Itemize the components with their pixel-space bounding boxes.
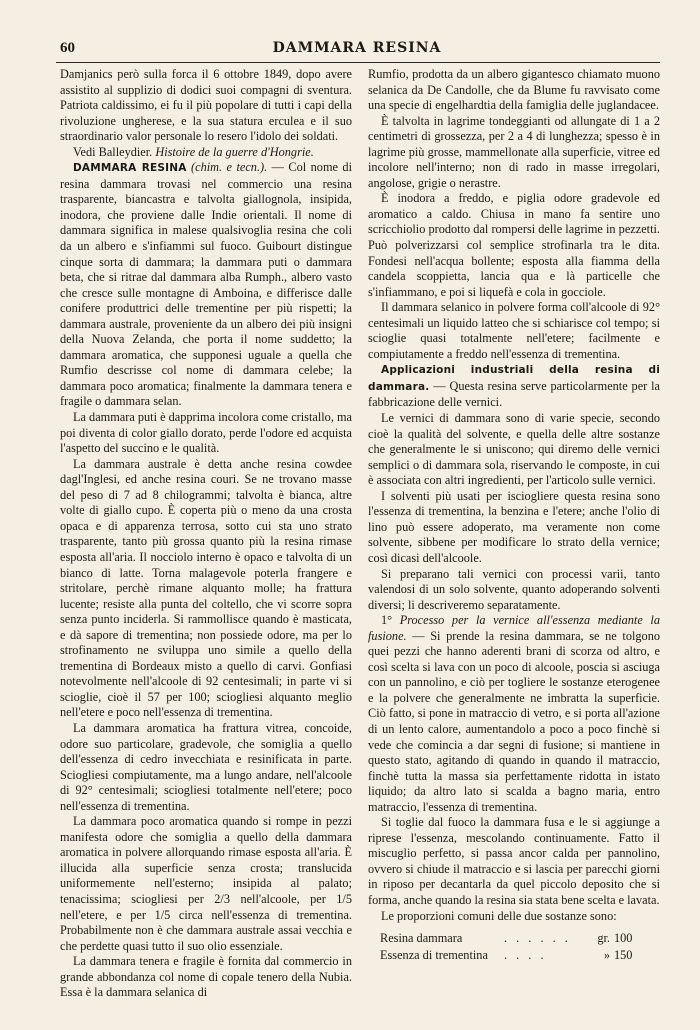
paragraph: Le proporzioni comuni delle due sostanze sono:: [381, 908, 617, 923]
quantity: 100: [614, 931, 633, 946]
entry-paragraph: [60, 160, 352, 410]
paragraph: La dammara puti è dapprima incolora come cristallo, ma poi diventa di color giallo dorato, perde l'odore ed acquista l'aspetto del succino e le qualità.: [60, 410, 352, 456]
proportion-row: [368, 947, 660, 964]
reference-title: Histoire de la guerre d'Hongrie.: [155, 144, 314, 159]
right-column: [368, 67, 660, 964]
entry-qualifier: (chim. e tecn.).: [186, 160, 268, 175]
page-header: [56, 38, 658, 60]
unit: gr.: [597, 931, 610, 946]
running-title: DAMMARA RESINA: [272, 40, 442, 56]
reference-lead: Vedi Balleydier.: [73, 144, 156, 159]
leader-dots: . . . .: [504, 948, 547, 963]
section-paragraph: [368, 362, 660, 411]
paragraph: Damjanics però sulla forca il 6 ottobre 1849, dopo avere assistito al supplizio di dodici suoi compagni di sventura. Patriota caldissimo, ei fu il più popolare di tutti i capi della rivoluzione ungherese, e la sua statura erculea e il suo straordinario valor personale lo resero l'idolo dei soldati.: [60, 67, 352, 144]
paragraph: Si toglie dal fuoco la dammara fusa e le si aggiunge a riprese l'essenza, mescolando continuamente. Fatto il miscuglio perfetto, si passa ancor calda per pannolino, ovvero si chiude il matraccio e si lascia per parecchi giorni in riposo per decantarla da quel piccolo deposito che si forma, anche quando la resina sia stata bene scelta e lavata.: [368, 815, 660, 907]
ingredient-name: Essenza di trementina: [380, 948, 488, 963]
leader-dots: . . . . . .: [504, 931, 571, 946]
paragraph: È inodora a freddo, e piglia odore gradevole ed aromatico a caldo. Chiusa in mano fa sentire uno scricchiolio prodotto dal rompersi delle lagrime in pezzetti. Può polverizzarsi col semplice strofinarla tra le dita. Fondesi nell'acqua bollente; esposta alla fiamma della candela scoppietta, lancia qua e là particelle che s'infiammano, e poi si liquefà e cola in gocciole.: [368, 191, 660, 299]
paragraph: È talvolta in lagrime tondeggianti od allungate di 1 a 2 centimetri di grossezza, per 2 a 4 di lunghezza; spesso è in lagrime più grosse, mammellonate alla superficie, vitree ed incolore nell'interno; non di rado in masse irregolari, angolose, grigie o nerastre.: [368, 113, 660, 190]
paragraph: La dammara australe è detta anche resina cowdee dagl'Inglesi, ed anche resina couri. Se ne trovano masse del peso di 7 ad 8 chilogrammi; talvolta è bianca, altre volte di giallo cupo. È coperta più o meno da una crosta opaca e di apparenza terrosa, sotto cui sta uno strato trasparente, tanto più grossa quanto più la resina rimase esposta all'aria. Il nocciolo interno è opaco e talvolta di un bianco di latte. Torna malagevole poterla frangere e stritolare, perchè rimane alquanto molle; ha frattura lucente; resiste alla punta del coltello, che vi scorre sopra senza punto inciderla. Si rammollisce quando è masticata, e dà sapore di trementina; non possiede odore, ma per lo strofinamento ne sviluppa uno simile a quello della trementina di Bordeaux misto a quello di carvi. Gonfiasi notevolmente nell'alcoole di 92 centesimali; in parte vi si scioglie, cioè il 57 per 100; sciogliesi alquanto meglio nell'etere e poco nell'essenza di trementina.: [60, 456, 352, 720]
paragraph: Il dammara selanico in polvere forma coll'alcoole di 92° centesimali un liquido latteo che si schiarisce col tempo; si scioglie quasi totalmente nell'etere; facilmente e compiutamente a freddo nell'essenza di trementina.: [368, 300, 660, 361]
ingredient-name: Resina dammara: [380, 931, 463, 946]
header-rule: [56, 62, 660, 63]
process-paragraph: [368, 613, 660, 815]
left-column: [60, 67, 352, 1001]
paragraph: Si preparano tali vernici con processi varii, tanto valendosi di un solo solvente, quanto adoperando solventi diversi; li descriveremo separatamente.: [368, 566, 660, 612]
entry-headword: DAMMARA RESINA: [73, 162, 187, 175]
quantity: 150: [614, 948, 633, 963]
paragraph: Rumfio, prodotta da un albero gigantesco chiamato muono selanica da De Candolle, che da Blume fu ravvisato come una specie di engelhardtia della famiglia delle juglandacee.: [368, 67, 660, 113]
section-heading: Applicazioni industriali della resina di dammara.: [368, 364, 660, 393]
paragraph: La dammara poco aromatica quando si rompe in pezzi manifesta odore che somiglia a quello della dammara aromatica in polvere allorquando rimase esposta all'aria. È illucida alla superficie senza crosta; translucida uniformemente nell'esterno; insipida al palato; tenacissima; sciogliesi per 2/3 nell'alcoole, per 1/5 nell'etere, e per 1/5 circa nell'essenza di trementina. Probabilmente non è che dammara australe assai vecchia e che perdette quasi tutto il suo olio essenziale.: [60, 814, 352, 953]
page-number: 60: [60, 40, 75, 56]
paragraph: [60, 145, 352, 161]
proportions-table: [368, 930, 660, 964]
unit: »: [603, 948, 610, 963]
paragraph: La dammara aromatica ha frattura vitrea, concoide, odore suo particolare, gradevole, che somiglia a quello dell'essenza di cedro invecchiata e resinificata in parte. Sciogliesi compiutamente, ma a lungo andare, nell'alcoole di 92° centesimali; sciogliesi totalmente nell'etere; poco nell'essenza di trementina.: [60, 720, 352, 813]
proportion-row: [368, 930, 660, 947]
paragraph: La dammara tenera e fragile è fornita dal commercio in grande abbondanza col nome di copale tenero della Nubia. Essa è la dammara selanica di: [60, 954, 352, 1000]
process-number: 1°: [381, 613, 400, 628]
paragraph: Le vernici di dammara sono di varie specie, secondo cioè la qualità del solvente, e quella delle altre sostanze che generalmente le si uniscono; qui diremo delle vernici semplici o di dammara sola, riservando le composte, in cui è associata con altri ingredienti, per l'articolo sulle vernici.: [368, 411, 660, 488]
paragraph: I solventi più usati per iscioglierе questa resina sono l'essenza di trementina, la benzina e l'etere; anche l'olio di lino può essere adoperato, ma veramente non come solvente, sibbene per modificare lo strato della vernice; così dicasi dell'alcoole.: [368, 488, 660, 565]
entry-body: — Col nome di resina dammara trovasi nel commercio una resina trasparente, biancastra e talvolta giallognola, insipida, inodora, che proviene dalle Indie orientali. Il nome di dammara significa in malese qualsivoglia resina che coli da un albero e s'infiammi sul fuoco. Guibourt distingue cinque sorta di dammara; la dammara puti o dammara beta, che si ritrae dal dammara alba Rumph., albero vasto che cresce sulle montagne di Amboina, e differisce dalle conifere produttrici delle trementine per più rispetti; la dammara australe, proveniente da un albero dei più insigni della Nuova Zelanda, che porta il nome suddetto; la dammara aromatica, che supponesi uguale a quella che Rumfio descrisse col nome di dammara celebe; la dammara poco aromatica; finalmente la dammara tenera e fragile o dammara selan.: [60, 160, 352, 409]
process-body: — Si prende la resina dammara, se ne tolgono quei pezzi che hanno aderenti brani di scorza od altro, e così scelta si lava con un poco di alcoole, poscia si asciuga con un pannolino, e ciò per togliere le sostanze eterogenee e la polvere che generalmente ne imbratta la superficie. Ciò fatto, si pone in matraccio di vetro, e si porta all'azione di un lento calore, aumentandolo a poco a poco finchè si vede che comincia a dar segni di fusione; si mantiene in questo stato, agitando di quando in quando il matraccio, finchè tutta la massa sia perfettamente ridotta in istato liquido; da altro lato si scalda a bagno maria, entro matraccio, l'essenza di trementina.: [368, 628, 660, 814]
process-title: Processo per la vernice all'essenza mediante la fusione.: [368, 613, 660, 643]
section-body: — Questa resina serve particolarmente per la fabbricazione delle vernici.: [368, 378, 660, 410]
